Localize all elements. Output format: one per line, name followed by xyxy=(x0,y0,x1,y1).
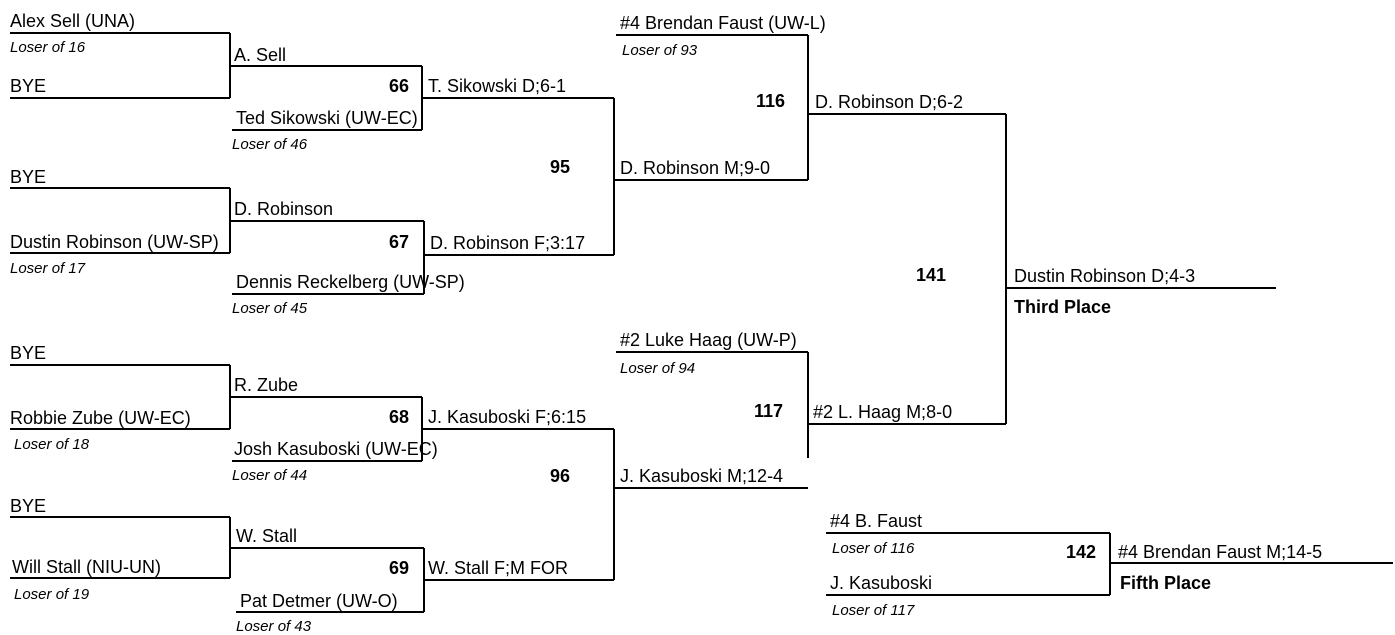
winner-entry: R. Zube xyxy=(234,375,299,395)
wrestler-entry: J. Kasuboski xyxy=(830,573,933,593)
loser-of-label: Loser of 94 xyxy=(620,360,696,377)
bout-result: D. Robinson M;9-0 xyxy=(620,158,771,178)
loser-of-label: Loser of 46 xyxy=(232,136,308,153)
bout-number: 95 xyxy=(550,157,571,177)
bout-number: 68 xyxy=(389,407,410,427)
placement-label: Fifth Place xyxy=(1120,573,1212,593)
bout-number: 142 xyxy=(1066,542,1097,562)
loser-of-label: Loser of 43 xyxy=(236,618,312,635)
placement-winner: #4 Brendan Faust M;14-5 xyxy=(1118,542,1323,562)
wrestler-entry: #2 Luke Haag (UW-P) xyxy=(620,330,797,350)
bout-number: 96 xyxy=(550,466,571,486)
bout-result: J. Kasuboski F;6:15 xyxy=(428,407,587,427)
loser-of-label: Loser of 44 xyxy=(232,467,308,484)
bout-result: T. Sikowski D;6-1 xyxy=(428,76,567,96)
placement-label: Third Place xyxy=(1014,297,1112,317)
bout-result: D. Robinson F;3:17 xyxy=(430,233,586,253)
loser-of-label: Loser of 117 xyxy=(832,602,915,619)
wrestler-entry: Will Stall (NIU-UN) xyxy=(12,557,161,577)
wrestler-entry: Dustin Robinson (UW-SP) xyxy=(10,232,219,252)
bout-result: W. Stall F;M FOR xyxy=(428,558,569,578)
wrestler-entry: Robbie Zube (UW-EC) xyxy=(10,408,191,428)
bout-result: J. Kasuboski M;12-4 xyxy=(620,466,784,486)
loser-of-label: Loser of 116 xyxy=(832,540,915,557)
wrestler-entry: #4 B. Faust xyxy=(830,511,923,531)
bout-result: #2 L. Haag M;8-0 xyxy=(813,402,953,422)
wrestler-entry: #4 Brendan Faust (UW-L) xyxy=(620,13,826,33)
placement-winner: Dustin Robinson D;4-3 xyxy=(1014,266,1196,286)
bout-number: 141 xyxy=(916,265,947,285)
wrestler-entry: BYE xyxy=(10,343,47,363)
bout-number: 117 xyxy=(754,401,784,421)
wrestler-entry: Josh Kasuboski (UW-EC) xyxy=(234,439,438,459)
wrestler-entry: Alex Sell (UNA) xyxy=(10,11,136,31)
bout-number: 116 xyxy=(756,91,786,111)
loser-of-label: Loser of 16 xyxy=(10,39,86,56)
wrestler-entry: BYE xyxy=(10,496,47,516)
bout-number: 66 xyxy=(389,76,410,96)
bout-number: 67 xyxy=(389,232,410,252)
wrestler-entry: BYE xyxy=(10,76,47,96)
bout-number: 69 xyxy=(389,558,410,578)
loser-of-label: Loser of 93 xyxy=(622,42,698,59)
winner-entry: A. Sell xyxy=(234,45,287,65)
wrestler-entry: BYE xyxy=(10,167,47,187)
loser-of-label: Loser of 19 xyxy=(14,586,90,603)
loser-of-label: Loser of 45 xyxy=(232,300,308,317)
loser-of-label: Loser of 18 xyxy=(14,436,90,453)
loser-of-label: Loser of 17 xyxy=(10,260,86,277)
wrestler-entry: Dennis Reckelberg (UW-SP) xyxy=(236,272,465,292)
winner-entry: D. Robinson xyxy=(234,199,334,219)
winner-entry: W. Stall xyxy=(236,526,298,546)
bout-result: D. Robinson D;6-2 xyxy=(815,92,964,112)
wrestler-entry: Pat Detmer (UW-O) xyxy=(240,591,398,611)
wrestler-entry: Ted Sikowski (UW-EC) xyxy=(236,108,418,128)
